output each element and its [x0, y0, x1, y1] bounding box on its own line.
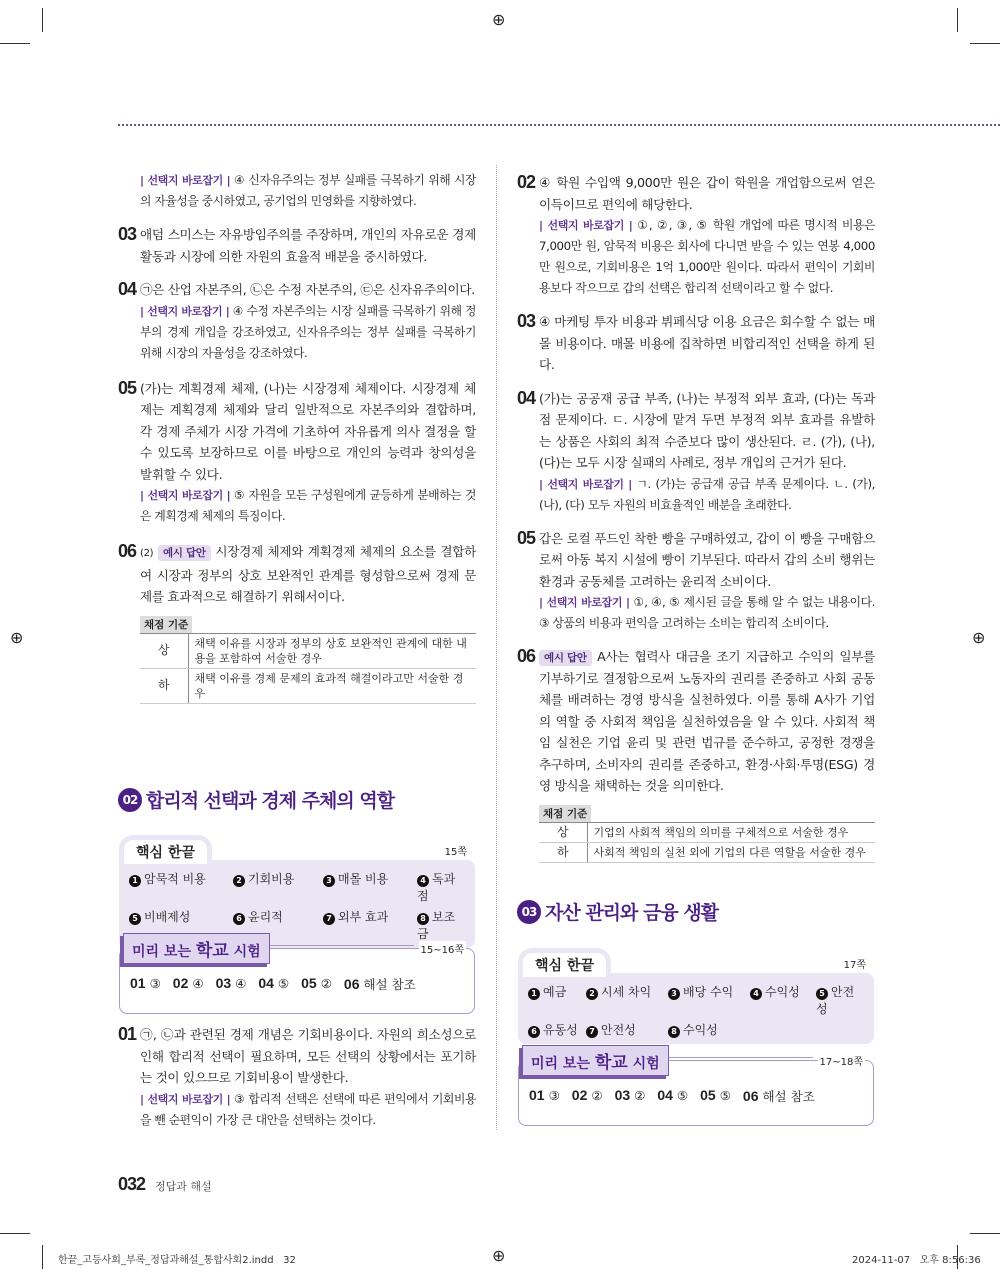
- answer-number: 03: [614, 1087, 631, 1103]
- question-number: 05: [517, 527, 536, 548]
- answer-05: [517, 528, 875, 635]
- answer-number: 02: [172, 975, 189, 991]
- number-badge-icon: 1: [129, 875, 141, 887]
- note-text: ⑤ 자원을 모든 구성원에게 균등하게 분배하는 것은 계획경제 체제의 특징이다.: [140, 488, 476, 523]
- answer-03: [118, 224, 476, 267]
- core-item-text: 비배제성: [144, 910, 191, 924]
- answer-text: ㉠은 산업 자본주의, ㉡은 수정 자본주의, ㉢은 신자유주의이다.: [140, 282, 475, 297]
- number-badge-icon: 6: [528, 1026, 540, 1038]
- test-answer: [344, 975, 416, 993]
- core-item-text: 배당 수익: [683, 985, 734, 999]
- number-badge-icon: 8: [417, 913, 429, 925]
- rubric-title: 채점 기준: [539, 805, 591, 822]
- test-answer: [173, 975, 204, 993]
- answer-number: 06: [343, 976, 360, 992]
- page-number: 032: [118, 1174, 146, 1194]
- core-item: [586, 1021, 668, 1038]
- answer-text: 시장경제 체제와 계획경제 체제의 요소를 결합하여 시장과 정부의 상호 보완적인 관계를 형성함으로써 경제 문제를 효과적으로 해결하기 위해서이다.: [140, 544, 476, 604]
- answer-choice: ⑤: [719, 1088, 731, 1103]
- registration-mark-icon: ⊕: [492, 10, 506, 29]
- number-badge-icon: 4: [417, 875, 429, 887]
- page-ref: 15~16쪽: [419, 941, 467, 956]
- rubric-desc: 사회적 책임의 실천 외에 기업의 다른 역할을 서술한 경우: [587, 842, 875, 862]
- core-item-text: 수익성: [765, 985, 800, 999]
- core-summary-box: [119, 835, 475, 948]
- core-title: 핵심 한끝: [119, 835, 212, 864]
- question-number: 06: [118, 541, 137, 561]
- answer-choice: ③: [548, 1088, 560, 1103]
- number-badge-icon: 5: [129, 913, 141, 925]
- school-test-title: [123, 933, 270, 964]
- answer-choice: 해설 참조: [363, 977, 416, 992]
- section-number: 02: [118, 788, 142, 812]
- core-item-text: 외부 효과: [338, 910, 389, 924]
- answer-text: 애덤 스미스는 자유방임주의를 주장하며, 개인의 자유로운 경제 활동과 시장에 의한 자원의 효율적 배분을 중시하였다.: [140, 227, 476, 264]
- answer-choice: ⑤: [676, 1088, 689, 1103]
- right-column: [517, 172, 875, 863]
- number-badge-icon: 3: [668, 988, 680, 1000]
- school-test-box: [119, 941, 475, 1014]
- title-part: 미리 보는: [132, 944, 196, 960]
- answer-01: [118, 1024, 476, 1131]
- rubric: [140, 616, 476, 704]
- print-timestamp: 2024-11-07 오후 8:56:36: [852, 1255, 981, 1266]
- answer-choice: ②: [634, 1088, 646, 1103]
- note-label: | 선택지 바로잡기 |: [539, 596, 630, 609]
- answer-number: 02: [571, 1087, 588, 1103]
- core-item-text: 매몰 비용: [338, 872, 389, 886]
- answer-choice: ④: [192, 976, 204, 991]
- question-number: 03: [517, 311, 536, 331]
- core-item-text: 기회비용: [248, 872, 295, 886]
- answer-06: [517, 646, 875, 797]
- print-filename: 한끝_고등사회_부록_정답과해설_통합사회2.indd 32: [58, 1255, 296, 1266]
- question-number: 02: [517, 172, 536, 192]
- core-item-text: 보조금: [417, 910, 456, 941]
- title-part: 학교: [195, 941, 229, 961]
- question-number: 06: [517, 646, 536, 666]
- answer-choice: ⑤: [277, 976, 290, 991]
- title-part: 시험: [228, 944, 261, 960]
- rubric-title: 채점 기준: [140, 616, 192, 633]
- answer-06: [118, 541, 476, 608]
- answer-number: 01: [130, 975, 146, 991]
- crop-mark: [0, 1233, 30, 1234]
- core-item: [417, 870, 465, 904]
- test-answer: [216, 975, 247, 993]
- note-text: ④ 수정 자본주의는 시장 실패를 극복하기 위해 정부의 경제 개입을 강조하였고, 신자유주의는 정부 실패를 극복하기 위해 시장의 자율성을 강조하였다.: [140, 303, 476, 360]
- page-footer: [118, 1174, 212, 1195]
- crop-mark: [42, 8, 43, 32]
- answer-text: ㉠, ㉡과 관련된 경제 개념은 기회비용이다. 자원의 희소성으로 인해 합리적 선택이 필요하며, 모든 선택의 상황에서는 포기하는 것이 있으므로 기회비용이 발생한다.: [140, 1027, 476, 1085]
- core-summary-box: [518, 948, 874, 1044]
- core-item-text: 독과점: [417, 872, 456, 903]
- number-badge-icon: 7: [323, 913, 335, 925]
- page-ref: 17쪽: [843, 960, 866, 971]
- core-item-text: 안전성: [816, 985, 855, 1016]
- page-ref: 15쪽: [444, 847, 467, 858]
- sample-answer-badge: 예시 답안: [539, 650, 592, 666]
- sample-answer-badge: 예시 답안: [158, 545, 211, 561]
- answer-choice: ③: [149, 976, 161, 991]
- number-badge-icon: 8: [668, 1026, 680, 1038]
- rubric-grade: 하: [539, 842, 587, 862]
- core-item: [417, 908, 465, 942]
- answer-number: 05: [700, 1087, 716, 1103]
- core-item-text: 수익성: [683, 1023, 718, 1037]
- rubric-row: [140, 668, 476, 703]
- section-number: 03: [517, 900, 541, 924]
- column-divider: [496, 165, 497, 1130]
- crop-mark: [0, 43, 30, 44]
- answer-list: [130, 975, 416, 993]
- number-badge-icon: 2: [586, 988, 598, 1000]
- title-part: 미리 보는: [531, 1056, 595, 1072]
- test-answer: [615, 1087, 646, 1105]
- core-item: [668, 983, 750, 1017]
- answer-number: 05: [301, 975, 317, 991]
- page-label: 정답과 해설: [155, 1180, 212, 1193]
- question-number: 04: [118, 279, 137, 299]
- number-badge-icon: 5: [816, 988, 828, 1000]
- number-badge-icon: 6: [233, 913, 245, 925]
- question-number: 04: [517, 387, 536, 408]
- test-answer: [700, 1087, 731, 1105]
- answer-text: (가)는 공공재 공급 부족, (나)는 부정적 외부 효과, (다)는 독과점 문제이다. ㄷ. 시장에 맡겨 두면 부정적 외부 효과를 유발하는 상품은 사회의 최적 수준보다 많이 생산된다. ㄹ. (가), (나), (다)는 모두 시장 실패의 사례로, 정부 개입의 근거가 된다.: [539, 390, 875, 470]
- test-answer: [258, 975, 289, 993]
- core-item: [816, 983, 864, 1017]
- number-badge-icon: 4: [750, 988, 762, 1000]
- answer-02: [517, 172, 875, 299]
- note-label: | 선택지 바로잡기 |: [140, 174, 231, 187]
- core-item-text: 윤리적: [248, 910, 283, 924]
- registration-mark-icon: ⊕: [972, 628, 986, 647]
- left-column: [118, 170, 476, 704]
- rubric-row: [539, 822, 875, 842]
- answer-text: ④ 마케팅 투자 비용과 뷔페식당 이용 요금은 회수할 수 없는 매몰 비용이다. 매몰 비용에 집착하면 비합리적인 선택을 하게 된다.: [539, 314, 875, 372]
- answer-choice: 해설 참조: [762, 1089, 815, 1104]
- answer-choice: ②: [320, 976, 332, 991]
- answer-number: 06: [742, 1088, 759, 1104]
- answer-number: 03: [215, 975, 232, 991]
- choice-correction: [140, 170, 476, 212]
- page-ref: 17~18쪽: [818, 1053, 866, 1068]
- core-item: [668, 1021, 750, 1038]
- core-item-text: 안전성: [601, 1023, 636, 1037]
- core-item: [233, 870, 323, 904]
- rubric-desc: 기업의 사회적 책임의 의미를 구체적으로 서술한 경우: [587, 822, 875, 842]
- test-answer: [572, 1087, 603, 1105]
- core-item-text: 예금: [543, 985, 567, 999]
- answer-choice: ②: [591, 1088, 603, 1103]
- divider: [260, 945, 414, 946]
- test-answer: [529, 1087, 560, 1105]
- question-number: 03: [118, 224, 137, 244]
- registration-mark-icon: ⊕: [492, 1246, 506, 1265]
- note-label: | 선택지 바로잡기 |: [539, 477, 632, 491]
- core-title: 핵심 한끝: [518, 948, 611, 977]
- note-text: ㄱ. (가)는 공급재 공급 부족 문제이다. ㄴ. (가), (나), (다) 모두 자원의 비효율적인 배분을 초래한다.: [539, 476, 876, 512]
- rubric-row: [539, 842, 875, 862]
- answer-list: [529, 1087, 815, 1105]
- divider: [659, 1057, 813, 1058]
- note-text: ③ 합리적 선택은 선택에 따른 편익에서 기회비용을 뺀 순편익이 가장 큰 대안을 선택하는 것이다.: [140, 1091, 476, 1127]
- test-answer: [743, 1087, 815, 1105]
- note-label: | 선택지 바로잡기 |: [539, 219, 633, 232]
- sub-question: (2): [140, 548, 154, 559]
- answer-05: [118, 378, 476, 528]
- number-badge-icon: 1: [528, 988, 540, 1000]
- answer-text: A사는 협력사 대금을 조기 지급하고 수익의 일부를 기부하기로 결정함으로써 노동자의 권리를 존중하고 사회 공동체를 배려하는 경영 방식을 실천하였다. 이를 통해 A사가 기업의 역할 중 사회적 책임을 실천하였음을 알 수 있다. 사회적 책임 실천은 기업 윤리 및 관련 법규를 준수하고, 공정한 경쟁을 추구하며, 소비자의 권리를 존중하고, 환경·사회·투명(ESG) 경영 방식을 채택하는 것을 의미한다.: [539, 649, 875, 793]
- note-label: | 선택지 바로잡기 |: [140, 489, 231, 502]
- note-label: | 선택지 바로잡기 |: [140, 304, 230, 318]
- answer-number: 04: [258, 975, 274, 991]
- core-item-text: 유동성: [543, 1023, 578, 1037]
- crop-mark: [42, 1245, 43, 1269]
- test-answer: [301, 975, 332, 993]
- answer-text: (가)는 계획경제 체제, (나)는 시장경제 체제이다. 시장경제 체제는 계획경제 체제와 달리 일반적으로 자본주의와 결합하며, 각 경제 주체가 시장 가격에 기초하여 자유롭게 의사 결정을 할 수 있도록 보장하므로 이를 바탕으로 개인의 능력과 창의성을 발휘할 수 있다.: [140, 380, 476, 482]
- section-title: 합리적 선택과 경제 주체의 역할: [146, 790, 395, 812]
- number-badge-icon: 2: [233, 875, 245, 887]
- section-heading-02: [118, 786, 394, 813]
- rubric-desc: 채택 이유를 시장과 정부의 상호 보완적인 관계에 대한 내용을 포함하여 서술한 경우: [188, 633, 476, 668]
- question-number: 05: [118, 377, 137, 398]
- rubric-grade: 하: [140, 668, 188, 703]
- question-number: 01: [118, 1024, 137, 1044]
- answer-number: 01: [529, 1087, 545, 1103]
- core-item: [323, 870, 417, 904]
- answer-04: [517, 388, 875, 516]
- note-label: | 선택지 바로잡기 |: [140, 1092, 231, 1106]
- core-item-text: 시세 차익: [601, 985, 652, 999]
- core-item: [129, 870, 233, 904]
- rubric-desc: 채택 이유를 경제 문제의 효과적 해결이라고만 서술한 경우: [188, 668, 476, 703]
- rubric-row: [140, 633, 476, 668]
- title-part: 학교: [594, 1053, 628, 1073]
- number-badge-icon: 7: [586, 1026, 598, 1038]
- number-badge-icon: 3: [323, 875, 335, 887]
- core-item-text: 암묵적 비용: [144, 872, 206, 886]
- registration-mark-icon: ⊕: [10, 628, 24, 647]
- section-title: 자산 관리와 금융 생활: [545, 902, 719, 924]
- core-item: [323, 908, 417, 942]
- crop-mark: [957, 8, 958, 32]
- rubric-grade: 상: [140, 633, 188, 668]
- note-text: ①, ④, ⑤ 제시된 글을 통해 알 수 없는 내용이다. ③ 상품의 비용과 편익을 고려하는 소비는 합리적 소비이다.: [539, 595, 875, 630]
- crop-mark: [970, 1233, 1000, 1234]
- core-item: [528, 983, 586, 1017]
- answer-04: [118, 279, 476, 364]
- test-answer: [130, 975, 161, 993]
- title-part: 시험: [627, 1056, 660, 1072]
- answer-choice: ④: [235, 976, 247, 991]
- rubric-grade: 상: [539, 822, 587, 842]
- school-test-title: [522, 1045, 669, 1076]
- school-test-box: [518, 1053, 874, 1126]
- crop-mark: [970, 43, 1000, 44]
- answer-text: ④ 학원 수입액 9,000만 원은 갑이 학원을 개업함으로써 얻은 이득이므로 편익에 해당한다.: [539, 175, 875, 212]
- core-item: [586, 983, 668, 1017]
- section-heading-03: [517, 898, 718, 925]
- header-divider: [118, 124, 1000, 126]
- answer-number: 04: [657, 1087, 673, 1103]
- rubric: [539, 805, 875, 863]
- test-answer: [657, 1087, 688, 1105]
- note-text: ④ 신자유주의는 정부 실패를 극복하기 위해 시장의 자율성을 중시하였고, 공기업의 민영화를 지향하였다.: [140, 173, 476, 208]
- left-column-bottom: [118, 1024, 476, 1131]
- answer-03: [517, 311, 875, 376]
- core-item: [528, 1021, 586, 1038]
- core-item: [750, 983, 816, 1017]
- note-text: ①, ②, ③, ⑤ 학원 개업에 따른 명시적 비용은 7,000만 원, 암묵적 비용은 회사에 다니면 받을 수 있는 연봉 4,000만 원으로, 기회비용은 1억 1,000만 원이다. 따라서 편익이 기회비용보다 작으므로 갑의 선택은 합리적 선택이라고 할 수 없다.: [539, 218, 876, 295]
- answer-text: 갑은 로컬 푸드인 착한 빵을 구매하였고, 갑이 이 빵을 구매함으로써 아동 복지 시설에 빵이 기부된다. 따라서 갑의 소비 행위는 환경과 공동체를 고려하는 윤리적 소비이다.: [539, 530, 875, 589]
